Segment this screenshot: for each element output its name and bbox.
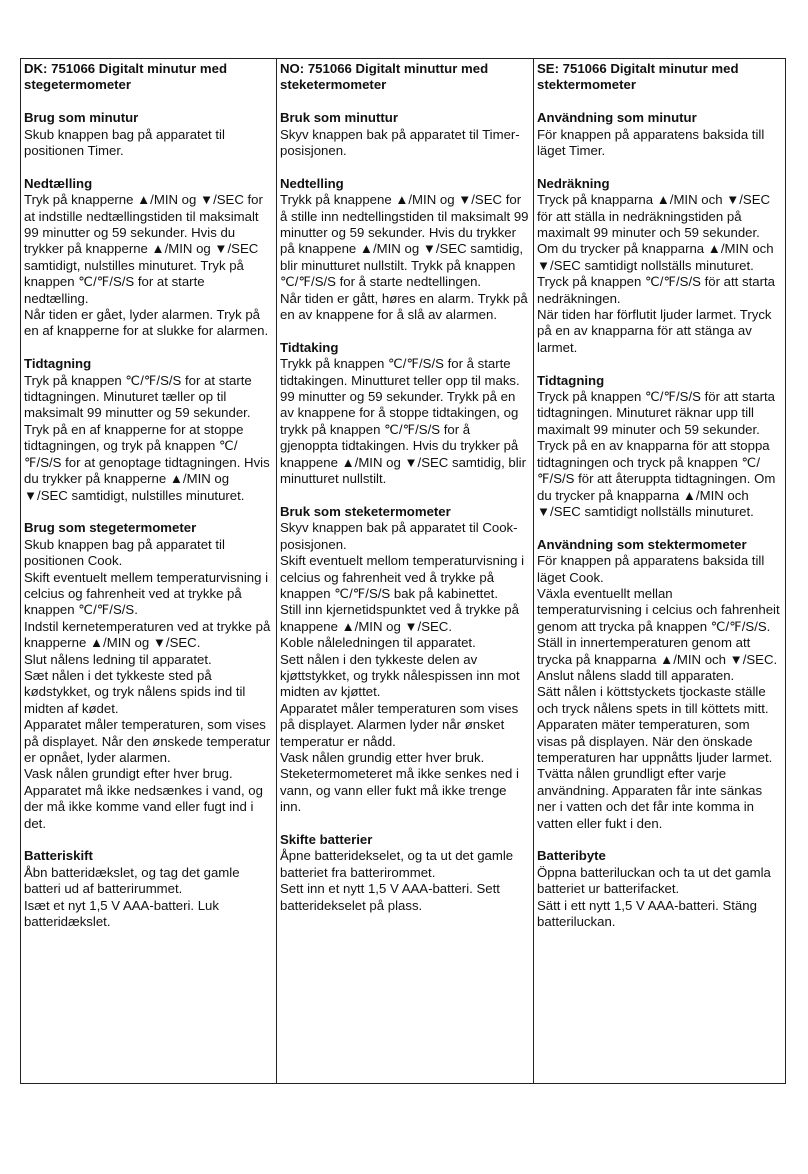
section-paragraph: Skub knappen bag på apparatet til positionen Timer. (24, 126, 225, 159)
section-title: Tidtagning (537, 372, 605, 388)
section (280, 340, 529, 488)
section-title: Brug som stegetermometer (24, 520, 197, 536)
section (280, 832, 529, 914)
section-title: Skifte batterier (280, 832, 373, 848)
section-paragraph: Steketermometeret må ikke senkes ned i vann, og vann eller fukt må ikke trenge inn. (280, 766, 519, 815)
section (24, 176, 272, 340)
section-paragraph: Når tiden er gået, lyder alarmen. Tryk på en af knapperne for at slukke for alarmen. (24, 307, 269, 339)
section (537, 848, 781, 930)
section-paragraph: För knappen på apparatens baksida till läget Cook. (537, 553, 765, 585)
section-paragraph: För knappen på apparatens baksida till läget Timer. (537, 126, 765, 159)
section (24, 356, 272, 504)
section-paragraph: Tryk på knappen ℃/℉/S/S for at starte tidtagningen. Minuturet tæller op til maksimalt 99 minutter og 59 sekunder. Tryk på en af knapperne for at stoppe tidtagningen, og tryk på knappen ℃/℉/S/S for at genoptage tidtagningen. Hvis du trykker på knapperne ▲/MIN og ▼/SEC samtidigt, nulstilles minuturet. (24, 372, 270, 503)
section (280, 504, 529, 816)
column-heading (537, 61, 781, 94)
section-title: Användning som stektermometer (537, 536, 747, 552)
column-no (276, 59, 533, 1083)
section-paragraph: Sett inn et nytt 1,5 V AAA-batteri. Sett batteridekselet på plass. (280, 881, 500, 913)
language-code: SE: (537, 61, 559, 76)
section-paragraph: Isæt et nyt 1,5 V AAA-batteri. Luk batteridækslet. (24, 897, 219, 930)
section-paragraph: Tvätta nålen grundligt efter varje användning. Apparaten får inte sänkas ner i vatten och det får inte komma in vatten eller fukt i den. (537, 766, 763, 831)
section-paragraph: Sæt nålen i det tykkeste sted på kødstykket, og tryk nålens spids ind til midten af kødet. (24, 667, 246, 716)
section-paragraph: Skyv knappen bak på apparatet til Cook-posisjonen. (280, 520, 518, 552)
section-title: Nedräkning (537, 175, 610, 191)
section-paragraph: Öppna batteriluckan och ta ut det gamla batteriet ur batterifacket. (537, 864, 771, 897)
section (537, 110, 781, 159)
section-paragraph: Skub knappen bag på apparatet til positionen Cook. (24, 536, 225, 569)
section-paragraph: Still inn kjernetidspunktet ved å trykke på knappene ▲/MIN og ▼/SEC. (280, 602, 519, 634)
section-paragraph: När tiden har förflutit ljuder larmet. Tryck på en av knapparna för att stänga av larmet. (537, 307, 772, 355)
section-title: Tidtaking (280, 339, 339, 355)
section (537, 537, 781, 832)
section-paragraph: Sätt nålen i köttstyckets tjockaste ställe och tryck nålens spets in till köttets mitt. (537, 684, 769, 716)
section (24, 848, 272, 930)
section-paragraph: Tryk på knapperne ▲/MIN og ▼/SEC for at indstille nedtællingstiden til maksimalt 99 minutter og 59 sekunder. Hvis du trykker på knapperne ▲/MIN og ▼/SEC samtidigt, nulstilles minuturet. Tryk på knappen ℃/℉/S/S for at starte nedtælling. (24, 192, 263, 306)
section-paragraph: Når tiden er gått, høres en alarm. Trykk på en av knappene for å slå av alarmen. (280, 290, 528, 323)
product-title: 751066 Digitalt minuttur med steketermometer (280, 61, 489, 93)
section-paragraph: Åpne batteridekselet, og ta ut det gamle batteriet fra batterirommet. (280, 848, 514, 880)
section-title: Tidtagning (24, 356, 92, 372)
product-title: 751066 Digitalt minutur med stegetermometer (24, 61, 227, 93)
section-paragraph: Koble nåleledningen til apparatet. (280, 635, 476, 651)
section (537, 176, 781, 356)
section-paragraph: Indstil kernetemperaturen ved at trykke på knapperne ▲/MIN og ▼/SEC. (24, 618, 271, 651)
section-title: Användning som minutur (537, 110, 697, 126)
section-title: Bruk som steketermometer (280, 503, 451, 519)
section-paragraph: Vask nålen grundig etter hver bruk. (280, 750, 485, 765)
language-code: DK: (24, 61, 48, 76)
section-paragraph: Apparatet måler temperaturen som vises på displayet. Alarmen lyder når ønsket temperatur er nådd. (280, 700, 519, 749)
section-title: Nedtælling (24, 175, 93, 191)
product-title: 751066 Digitalt minutur med stektermometer (537, 61, 739, 93)
section-title: Nedtelling (280, 175, 344, 191)
section-paragraph: Trykk på knappene ▲/MIN og ▼/SEC for å stille inn nedtellingstiden til maksimalt 99 minutter og 59 sekunder. Hvis du trykker på knappene ▲/MIN og ▼/SEC samtidig, blir minutturet nullstilt. Trykk på knappen ℃/℉/S/S for å starte nedtellingen. (280, 192, 529, 290)
section-paragraph: Ställ in innertemperaturen genom att trycka på knapparna ▲/MIN och ▼/SEC. (537, 635, 778, 667)
section-paragraph: Apparaten mäter temperaturen, som visas på displayen. När den önskade temperaturen har uppnåtts ljuder larmet. (537, 717, 773, 765)
section-paragraph: Vask nålen grundigt efter hver brug. (24, 766, 233, 782)
section (24, 520, 272, 832)
section-paragraph: Sätt i ett nytt 1,5 V AAA-batteri. Stäng batteriluckan. (537, 897, 757, 930)
column-se (533, 59, 785, 1083)
manual-table (20, 58, 786, 1084)
section-paragraph: Tryck på knappen ℃/℉/S/S för att starta tidtagningen. Minuturet räknar upp till maximalt 99 minuter och 59 sekunder. Tryck på en av knapparna för att stoppa tidtagningen och tryck på knappen ℃/℉/S/S för att återuppta tidtagningen. Om du trycker på knapparna ▲/MIN och ▼/SEC samtidigt nollställs minuturet. (537, 389, 776, 519)
section-paragraph: Växla eventuellt mellan temperaturvisning i celcius och fahrenheit genom att trycka på knappen ℃/℉/S/S. (537, 585, 780, 634)
section-paragraph: Anslut nålens sladd till apparaten. (537, 667, 735, 683)
section (537, 373, 781, 521)
column-dk (21, 59, 276, 1083)
section-paragraph: Apparatet må ikke nedsænkes i vand, og der må ikke komme vand eller fugt ind i det. (24, 782, 263, 831)
language-code: NO: (280, 61, 305, 76)
section (280, 110, 529, 159)
section (280, 176, 529, 324)
section-title: Batteriskift (24, 848, 93, 864)
section-paragraph: Slut nålens ledning til apparatet. (24, 651, 212, 667)
column-heading (280, 61, 529, 94)
column-heading (24, 61, 272, 94)
section-paragraph: Skyv knappen bak på apparatet til Timer-posisjonen. (280, 126, 520, 159)
section-paragraph: Apparatet måler temperaturen, som vises på displayet. Når den ønskede temperatur er opnået, lyder alarmen. (24, 717, 271, 765)
section-paragraph: Sett nålen i den tykkeste delen av kjøttstykket, og trykk nålespissen inn mot midten av kjøttet. (280, 651, 520, 700)
section-paragraph: Tryck på knapparna ▲/MIN och ▼/SEC för att ställa in nedräkningstiden på maximalt 99 minuter och 59 sekunder. Om du trycker på knapparna ▲/MIN och ▼/SEC samtidigt nollställs minuturet. Tryck på knappen ℃/℉/S/S för att starta nedräkningen. (537, 192, 775, 306)
section-title: Bruk som minuttur (280, 110, 398, 126)
section-paragraph: Åbn batteridækslet, og tag det gamle batteri ud af batterirummet. (24, 864, 240, 897)
section-title: Batteribyte (537, 848, 606, 864)
section-title: Brug som minutur (24, 110, 139, 126)
section-paragraph: Skift eventuelt mellom temperaturvisning i celcius og fahrenheit ved å trykke på knappen ℃/℉/S/S bak på kabinettet. (280, 553, 525, 601)
section-paragraph: Trykk på knappen ℃/℉/S/S for å starte tidtakingen. Minutturet teller opp til maks. 99 minutter og 59 sekunder. Trykk på en av knappene for å stoppe tidtakingen, og trykk på knappen ℃/℉/S/S for å gjenoppta tidtakingen. Hvis du trykker på knappene ▲/MIN og ▼/SEC samtidig, blir minutturet nullstilt. (280, 356, 526, 487)
section-paragraph: Skift eventuelt mellem temperaturvisning i celcius og fahrenheit ved at trykke på knappen ℃/℉/S/S. (24, 569, 269, 618)
section (24, 110, 272, 159)
